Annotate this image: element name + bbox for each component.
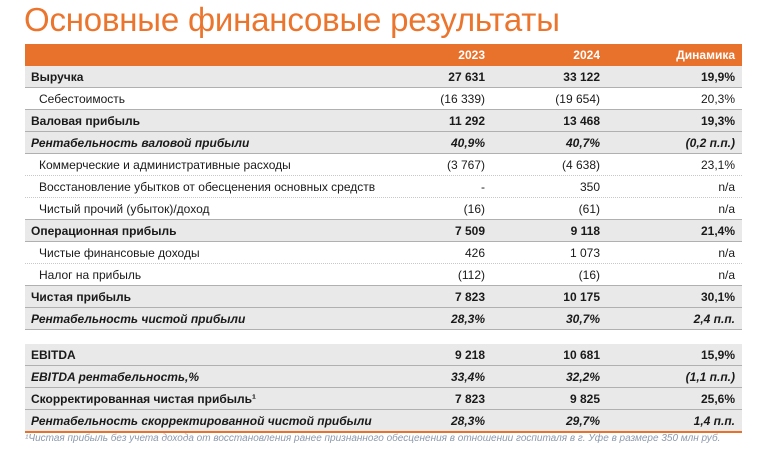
value-2023: 40,9% <box>450 135 485 150</box>
value-2024: 13 468 <box>563 113 600 128</box>
row-label: Выручка <box>31 69 84 84</box>
value-2024: 350 <box>579 179 600 194</box>
value-dynamics: n/a <box>718 179 735 194</box>
value-2023: 7 823 <box>454 391 485 406</box>
table-row <box>25 388 742 410</box>
value-2023: 7 509 <box>454 223 485 238</box>
row-label: Рентабельность чистой прибыли <box>31 311 246 326</box>
footnote: ¹Чистая прибыль без учета дохода от восстановления ранее признанного обесценения в отношении госпиталя в г. Уфе в размере 350 млн руб. <box>25 433 721 444</box>
table-row <box>25 264 742 286</box>
table-row <box>25 410 742 431</box>
value-2024: 1 073 <box>569 245 600 260</box>
value-2024: 40,7% <box>565 135 600 150</box>
row-label: Операционная прибыль <box>31 223 177 238</box>
value-2023: - <box>481 179 485 194</box>
value-2023: 28,3% <box>450 311 485 326</box>
table-section-gap <box>25 330 742 344</box>
row-label: Чистая прибыль <box>31 289 131 304</box>
table-row <box>25 242 742 264</box>
value-dynamics: 15,9% <box>700 347 735 362</box>
table-row <box>25 66 742 88</box>
value-dynamics: 19,9% <box>700 69 735 84</box>
value-2023: 7 823 <box>454 289 485 304</box>
row-label: Коммерческие и административные расходы <box>39 157 291 172</box>
value-dynamics: n/a <box>718 201 735 216</box>
table-row <box>25 198 742 220</box>
financial-results-table <box>25 44 742 433</box>
value-2024: 10 681 <box>563 347 600 362</box>
value-dynamics: 19,3% <box>700 113 735 128</box>
table-row <box>25 308 742 330</box>
row-label: Себестоимость <box>39 91 126 106</box>
table-row <box>25 286 742 308</box>
table-body <box>25 66 742 431</box>
value-2023: (112) <box>457 267 485 282</box>
table-row <box>25 132 742 154</box>
row-label: Скорректированная чистая прибыль¹ <box>31 391 257 406</box>
value-2024: (19 654) <box>555 91 600 106</box>
value-2023: 27 631 <box>448 69 485 84</box>
value-2024: (4 638) <box>561 157 600 172</box>
row-label: Восстановление убытков от обесценения основных средств <box>39 179 375 194</box>
value-2024: 10 175 <box>563 289 600 304</box>
row-label: Валовая прибыль <box>31 113 140 128</box>
value-dynamics: 20,3% <box>700 91 735 106</box>
value-dynamics: n/a <box>718 245 735 260</box>
value-2023: 28,3% <box>450 413 485 428</box>
value-2023: 11 292 <box>448 113 485 128</box>
value-2024: (16) <box>578 267 600 282</box>
row-label: Налог на прибыль <box>39 267 142 282</box>
value-dynamics: 30,1% <box>700 289 735 304</box>
value-dynamics: 23,1% <box>700 157 735 172</box>
value-2024: 9 118 <box>570 223 600 238</box>
value-dynamics: 25,6% <box>700 391 735 406</box>
value-2023: (16 339) <box>440 91 485 106</box>
value-dynamics: 2,4 п.п. <box>693 311 735 326</box>
table-row <box>25 110 742 132</box>
value-2023: 33,4% <box>450 369 485 384</box>
table-row <box>25 366 742 388</box>
value-dynamics: (0,2 п.п.) <box>685 135 735 150</box>
value-2023: 426 <box>464 245 485 260</box>
table-header-row <box>25 44 742 66</box>
value-2023: (3 767) <box>446 157 485 172</box>
value-2024: 9 825 <box>569 391 600 406</box>
value-dynamics: 1,4 п.п. <box>693 413 735 428</box>
value-dynamics: n/a <box>718 267 735 282</box>
column-header-dynamics: Динамика <box>676 48 735 62</box>
row-label: Рентабельность валовой прибыли <box>31 135 250 150</box>
value-2024: 33 122 <box>563 69 600 84</box>
row-label: EBITDA рентабельность,% <box>31 369 200 384</box>
row-label: Чистые финансовые доходы <box>39 245 200 260</box>
table-row <box>25 154 742 176</box>
row-label: Чистый прочий (убыток)/доход <box>39 201 210 216</box>
table-row <box>25 344 742 366</box>
value-2023: 9 218 <box>454 347 485 362</box>
value-dynamics: 21,4% <box>700 223 735 238</box>
value-2024: 29,7% <box>565 413 600 428</box>
value-dynamics: (1,1 п.п.) <box>685 369 735 384</box>
value-2024: (61) <box>578 201 600 216</box>
table-row <box>25 176 742 198</box>
table-row <box>25 88 742 110</box>
value-2024: 30,7% <box>565 311 600 326</box>
row-label: Рентабельность скорректированной чистой прибыли <box>31 413 372 428</box>
row-label: EBITDA <box>31 347 76 362</box>
page-title: Основные финансовые результаты <box>24 1 560 38</box>
column-header-2023: 2023 <box>458 48 485 62</box>
value-2024: 32,2% <box>565 369 600 384</box>
table-row <box>25 220 742 242</box>
column-header-2024: 2024 <box>573 48 600 62</box>
value-2023: (16) <box>463 201 485 216</box>
